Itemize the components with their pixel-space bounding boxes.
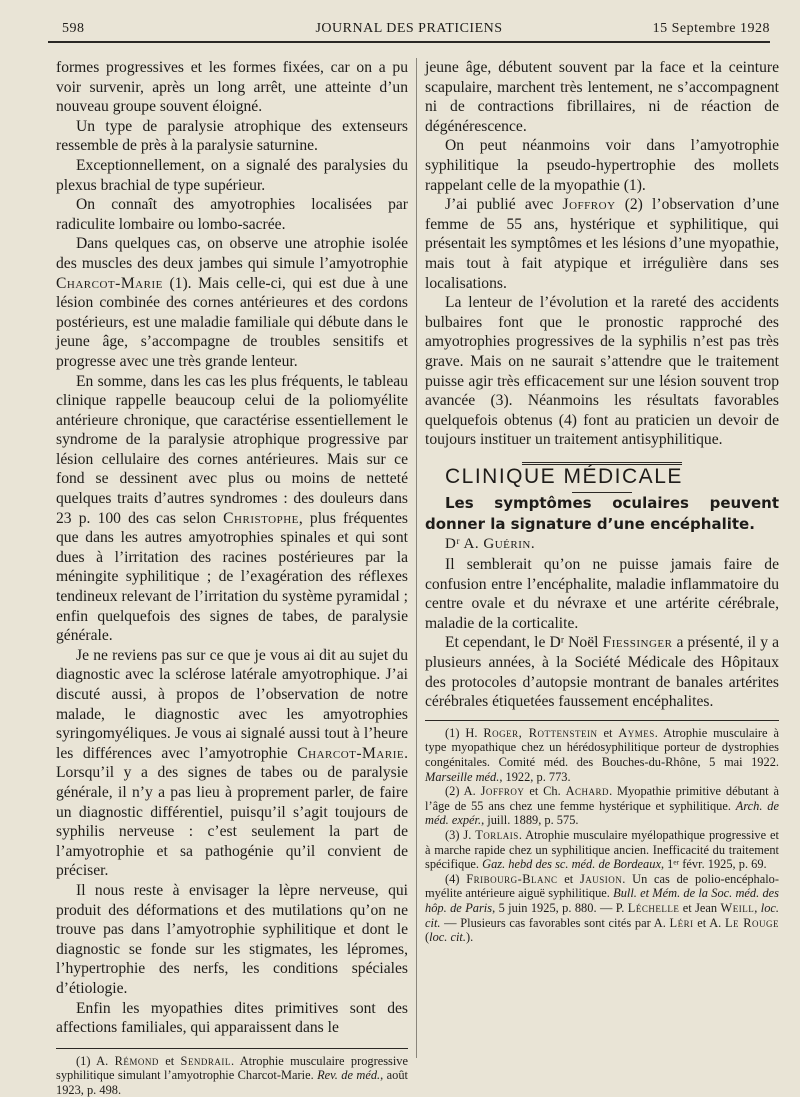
page-number: 598	[62, 21, 85, 36]
header-rule	[48, 41, 770, 43]
paragraph: On connaît des amyotrophies localisées par radiculite lombaire ou lombo-sacrée.	[56, 196, 408, 233]
paragraph: On peut néanmoins voir dans l’amyotrophie syphilitique la pseudo-hypertrophie des mollets rappelant celle de la myopathie (1).	[425, 137, 779, 194]
paragraph: jeune âge, débutent souvent par la face et la ceinture scapulaire, marchent très lentement, ne s’accompagnent ni de contractions fibrillaires, ni de réaction de dégénérescence.	[425, 59, 779, 135]
paragraph: Exceptionnellement, on a signalé des paralysies du plexus brachial de type supérieur.	[56, 156, 408, 194]
issue-date: 15 Septembre 1928	[652, 21, 770, 36]
author-name: Joffroy	[562, 196, 616, 214]
paragraph: En somme, dans les cas les plus fréquents, le tableau clinique rappelle beaucoup celui de la poliomyélite antérieure chronique, que caractérise essentiellement le syndrome de la paralysie atrophique progressive par lésion cellulaire des cornes antérieures. Mais sur ce fond se dessinent avec plus ou moins de netteté quelques traits d’autres syndromes : des douleurs dans 23 p. 100 des cas selon Christophe, plus fréquentes que dans les autres amyotrophies spinales et qui sont dues à l’irritation des racines postérieures par la méningite syphilitique ; de l’exagération des réflexes tendineux relevant de l’irritation du système pyramidal ; enfin quelquefois des signes de tabes, de paralysie générale.	[56, 372, 408, 645]
footnote-rule	[56, 1048, 408, 1049]
paragraph: formes progressives et les formes fixées, car on a pu voir survenir, après un long arrêt, une atteinte d’un nouveau groupe souvent éloigné.	[56, 59, 408, 116]
section-title: CLINIQUE MÉDICALE	[445, 464, 683, 488]
page-header	[48, 19, 770, 43]
article-title: Les symptômes oculaires peuvent donner la signature d’une encéphalite.	[425, 494, 779, 534]
paragraph: La lenteur de l’évolution et la rareté des accidents bulbaires font que le pronostic rapproché des amyotrophies progressives de la syphilis n’est pas très grave. Mais on ne saurait s’attendre que le traitement puisse agir très efficacement sur une lésion souvent trop avancée (3). Néanmoins les résultats favorables quelquefois obtenus (4) font au praticien un devoir de toujours instituer un traitement antisyphilitique.	[425, 294, 779, 449]
footnote: (1) H. Roger, Rottenstein et Aymes. Atrophie musculaire à type myopathique chez un hérédosyphilitique porteur de dystrophies congénitales. Comité méd. des Bouches-du-Rhône, 5 mai 1922. Marseille méd., 1922, p. 773.	[425, 725, 779, 784]
footnote: (2) A. Joffroy et Ch. Achard. Myopathie primitive débutant à l’âge de 55 ans chez une femme hystérique et syphilitique. Arch. de méd. expér., juill. 1889, p. 575.	[425, 784, 779, 828]
right-column	[425, 58, 779, 945]
paragraph: Dans quelques cas, on observe une atrophie isolée des muscles des deux jambes qui simule l’amyotrophie Charcot-Marie (1). Mais celle-ci, qui est due à une lésion combinée des cornes antérieures et des cordons postérieurs, est une maladie familiale qui débute dans le jeune âge, s’accompagne de troubles sensitifs et progresse avec une très grande lenteur.	[56, 235, 408, 370]
left-column	[56, 58, 408, 1097]
author-name: Charcot-Marie	[297, 744, 405, 762]
paragraph: Je ne reviens pas sur ce que je vous ai dit au sujet du diagnostic avec la sclérose latérale amyotrophique. J’ai discuté aussi, à propos de l’observation de notre malade, le diagnostic avec les amyotrophies syringomyéliques. Je vous ai signalé aussi tout à l’heure les différences avec l’amyotrophie Charcot-Marie. Lorsqu’il y a des signes de tabes ou de paralysie générale, il n’y a pas lieu à proprement parler, de faire un diagnostic différentiel, puisqu’il s’agit toujours de syphilis nerveuse : c’est seulement la part de l’amyotrophie et sa pathogénie qu’il convient de préciser.	[56, 646, 408, 880]
footnote: (1) A. Rémond et Sendrail. Atrophie musculaire progressive syphilitique simulant l’amyotrophie Charcot-Marie. Rev. de méd., août 1923, p. 498.	[56, 1053, 409, 1097]
paragraph: Il semblerait qu’on ne puisse jamais faire de confusion entre l’encéphalite, maladie inflammatoire du centre ovale et du névraxe et une artérite cérébrale, maladie de la corticalite.	[425, 556, 779, 632]
paragraph: J’ai publié avec Joffroy (2) l’observation d’une femme de 55 ans, hystérique et syphilitique, qui présentait les symptômes et les lésions d’une myopathie, mais tout à fait atypique et irrégulière dans ses localisations.	[425, 196, 779, 292]
footnote: (3) J. Torlais. Atrophie musculaire myélopathique progressive et à marche rapide chez un syphilitique ancien. Inefficacité du traitement spécifique. Gaz. hebd des sc. méd. de Bordeaux, 1ᵉʳ févr. 1925, p. 69.	[425, 827, 779, 872]
footnote-rule	[425, 720, 779, 721]
article-author: Dʳ A. Guérin.	[445, 536, 536, 553]
paragraph: Enfin les myopathies dites primitives sont des affections familiales, qui apparaissent dans le	[56, 999, 408, 1037]
author-name: Charcot-Marie	[56, 274, 163, 292]
journal-title: JOURNAL DES PRATICIENS	[315, 21, 503, 36]
paragraph: Il nous reste à envisager la lèpre nerveuse, qui produit des déformations et des mutilations qu’on ne trouve pas dans l’amyotrophie syphilitique et dont le diagnostic se fonde sur les stigmates, les lépromes, l’hypertrophie des nerfs, les conditions spéciales d’étiologie.	[56, 881, 408, 997]
author-name: Christophe	[223, 509, 299, 527]
paragraph: Et cependant, le Dʳ Noël Fiessinger a présenté, il y a plusieurs années, à la Société Médicale des Hôpitaux des protocoles d’autopsie montrant de banales artérites cérébrales étiquetées faussement encéphalites.	[425, 634, 779, 711]
author-name: Fiessinger	[602, 634, 673, 652]
footnote: (4) Fribourg-Blanc et Jausion. Un cas de polio-encéphalo-myélite antérieure aiguë syphilitique. Bull. et Mém. de la Soc. méd. des hôp. de Paris, 5 juin 1925, p. 880. — P. Léchelle et Jean Weill, loc. cit. — Plusieurs cas favorables sont cités par A. Léri et A. Le Rouge (loc. cit.).	[425, 871, 779, 945]
paragraph: Un type de paralysie atrophique des extenseurs ressemble de près à la paralysie saturnine.	[56, 117, 408, 155]
column-divider	[416, 58, 417, 1058]
